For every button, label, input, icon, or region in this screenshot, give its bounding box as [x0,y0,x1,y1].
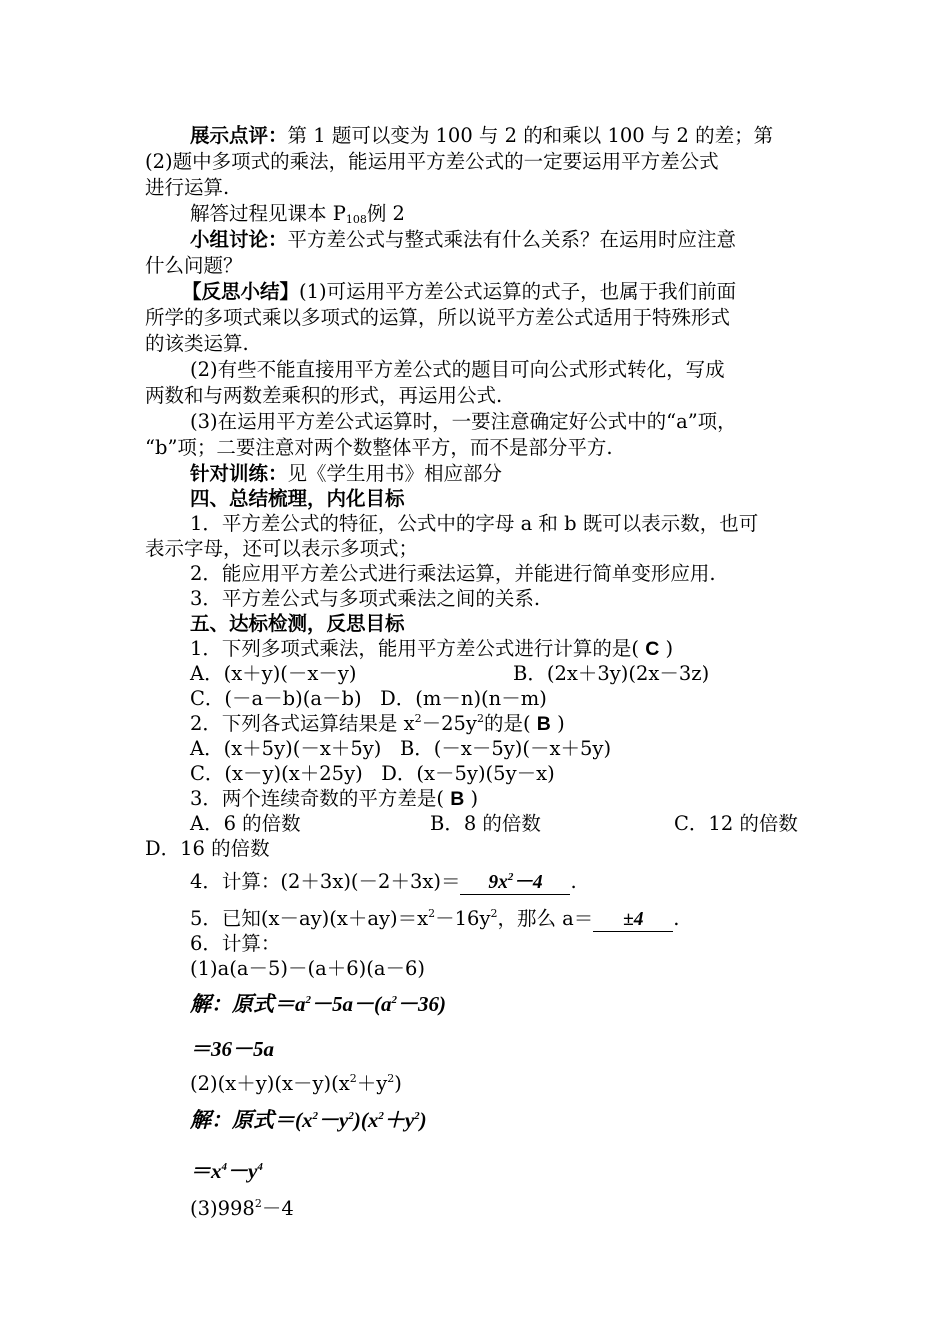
option-a: A．(x＋y)(－x－y) [190,662,357,685]
option-a: A．6 的倍数 [190,812,301,835]
sub-question: $(2)(x+y)(x-y)(x^2+y^2)$ [190,1072,402,1095]
text-line: 的该类运算. [145,332,249,355]
text-line: 针对训练：见《学生用书》相应部分 [190,462,503,485]
text-line: 展示点评：第 1 题可以变为 100 与 2 的和乘以 100 与 2 的差；第 [190,124,774,147]
handwritten-solution: 解：原式$=a^2-5a-(a^2-36)$ [190,992,446,1016]
option-d: D．16 的倍数 [145,837,270,860]
text-line: 1．平方差公式的特征，公式中的字母 a 和 b 既可以表示数，也可 [190,512,759,535]
question-5: 5．已知$(x-ay)(x+ay)=x^2-16y^2$，那么 a＝ ±4 . [190,907,680,930]
option-c: C．12 的倍数 [674,812,798,835]
label-review: 展示点评： [190,124,288,147]
text-line: (2)有些不能直接用平方差公式的题目可向公式形式转化，写成 [190,358,725,381]
text-line: “b”项；二要注意对两个数整体平方，而不是部分平方. [145,436,613,459]
option-b: B．(2x＋3y)(2x－3z) [513,662,710,685]
text-line: (3)在运用平方差公式运算时，一要注意确定好公式中的“a”项， [190,410,737,433]
options-a-b: A．(x＋5y)(－x＋5y) B．(－x－5y)(－x＋5y) [190,737,612,760]
question-4: 4．计算：$(2+3x)(-2+3x)= 9x^2-4$ . [190,870,577,893]
sub-question: (1)a(a－5)－(a＋6)(a－6) [190,957,425,980]
text-line: 3．平方差公式与多项式乘法之间的关系. [190,587,541,610]
sub-question: $(3)998^2-4$ [190,1197,294,1220]
text-line: 表示字母，还可以表示多项式； [145,537,419,560]
options-c-d: C．(－a－b)(a－b) D．(m－n)(n－m) [190,687,547,710]
label-training: 针对训练： [190,462,288,485]
handwritten-solution: 解：原式$=(x^2-y^2)(x^2+y^2)$ [190,1108,427,1132]
handwritten-result: $=x^4-y^4$ [190,1159,263,1183]
answer-mark: C [645,638,660,660]
answer-blank: ±4 [593,909,673,932]
text-line: (2)题中多项式的乘法，能运用平方差公式的一定要运用平方差公式 [145,150,719,173]
option-b: B．8 的倍数 [430,812,541,835]
text-line: 什么问题？ [145,254,243,277]
label-reflection: 【反思小结】 [182,280,300,303]
options-c-d: C．(x－y)(x＋25y) D．(x－5y)(5y－x) [190,762,555,785]
text-line: 进行运算. [145,176,230,199]
answer-blank: $9x^2-4$ [460,872,570,895]
answer-mark: B [536,713,551,735]
question-3: 3．两个连续奇数的平方差是( B ) [190,787,479,810]
text-line: 【反思小结】(1)可运用平方差公式运算的式子，也属于我们前面 [182,280,737,303]
question-6: 6．计算： [190,932,281,955]
question-2: 2．下列各式运算结果是 $x^2-25y^2$的是( B ) [190,712,565,735]
section-heading: 五、达标检测，反思目标 [190,612,405,635]
text-line: 两数和与两数差乘积的形式，再运用公式. [145,384,503,407]
text-line: 解答过程见课本 $P_{108}$例 2 [190,202,405,226]
section-heading: 四、总结梳理，内化目标 [190,487,405,510]
question-1: 1．下列多项式乘法，能用平方差公式进行计算的是( C ) [190,637,674,660]
answer-mark: B [450,788,465,810]
label-discussion: 小组讨论： [190,228,288,251]
text-line: 2．能应用平方差公式进行乘法运算，并能进行简单变形应用. [190,562,716,585]
handwritten-result: ＝36－5a [190,1037,274,1061]
text-line: 所学的多项式乘以多项式的运算，所以说平方差公式适用于特殊形式 [145,306,731,329]
text-line: 小组讨论：平方差公式与整式乘法有什么关系？在运用时应注意 [190,228,737,251]
